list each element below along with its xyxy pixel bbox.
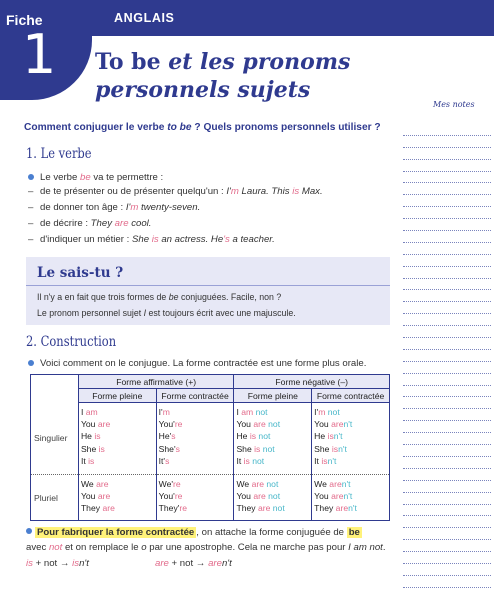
item-example: She xyxy=(131,234,152,245)
note-line xyxy=(403,481,491,493)
item-example-verb: is xyxy=(151,234,159,245)
pronoun: We xyxy=(314,479,330,489)
verb-form: are xyxy=(253,491,266,502)
pronoun: I xyxy=(236,407,242,417)
verb-form: am xyxy=(85,407,98,417)
example-verb: are xyxy=(155,558,169,569)
fiche-number: 1 xyxy=(22,23,57,86)
fiche-label: Fiche xyxy=(6,12,43,28)
note-line xyxy=(403,409,491,421)
negation: n't xyxy=(341,479,351,489)
pronoun: She xyxy=(314,443,332,454)
conjugation-line xyxy=(314,406,387,418)
col-neg-contractee: Forme contractée xyxy=(312,389,390,403)
bullet-icon xyxy=(28,360,34,366)
pronoun: He xyxy=(80,431,95,442)
negation: n't xyxy=(333,431,343,442)
conjugation-line xyxy=(314,490,387,502)
pronoun: You xyxy=(80,419,98,430)
pronoun: It xyxy=(80,455,89,466)
example-op: + not → xyxy=(168,558,209,569)
box-text: Le pronom personnel sujet xyxy=(37,308,144,318)
item-text: de donner ton âge : xyxy=(40,202,126,213)
row-label-pluriel: Pluriel xyxy=(31,475,79,521)
list-item xyxy=(28,234,275,245)
note-line xyxy=(403,362,491,374)
verb-form: are xyxy=(257,503,271,514)
note-line xyxy=(403,195,491,207)
conjugation-line xyxy=(236,430,309,442)
plural-aff-contractee xyxy=(156,475,234,521)
pronoun: It xyxy=(314,455,322,466)
item-example: I' xyxy=(226,186,231,197)
verb-form: are xyxy=(97,491,111,502)
item-example: I' xyxy=(125,202,131,213)
note-line xyxy=(403,564,491,576)
conjugation-line xyxy=(236,455,309,467)
negation: not xyxy=(249,455,265,466)
negation: n't xyxy=(343,419,353,430)
item-text: d'indiquer un métier : xyxy=(40,234,132,245)
item-example: Laura. This xyxy=(238,186,293,197)
negation: n't xyxy=(343,491,353,502)
verb-form: m xyxy=(318,407,326,417)
note-line xyxy=(403,505,491,517)
item-example-verb: m xyxy=(230,186,239,197)
rule-not: not xyxy=(48,542,63,553)
conjugation-line xyxy=(236,502,309,514)
note-line xyxy=(403,124,491,136)
conjugation-line xyxy=(314,418,387,430)
note-line xyxy=(403,302,491,314)
question-text-c: ? Quels pronoms personnels utiliser ? xyxy=(191,122,381,133)
note-line xyxy=(403,516,491,528)
list-item xyxy=(28,218,152,229)
conjugation-line xyxy=(314,443,387,455)
verb-form: are xyxy=(329,479,342,489)
note-line xyxy=(403,421,491,433)
pronoun: You xyxy=(80,491,98,502)
verb-form: s xyxy=(165,455,170,466)
subject-label: ANGLAIS xyxy=(114,11,175,25)
conjugation-line xyxy=(159,406,232,418)
conjugation-line xyxy=(236,478,309,490)
plural-neg-contractee xyxy=(312,475,390,521)
singular-aff-contractee xyxy=(156,403,234,475)
note-line xyxy=(403,433,491,445)
item-example-verb: 's xyxy=(223,234,230,245)
box-text-italic: be xyxy=(168,292,179,302)
verb-form: is xyxy=(327,431,334,442)
conjugation-line xyxy=(159,455,232,467)
pronoun: It' xyxy=(158,455,166,466)
pronoun: You xyxy=(236,491,254,502)
pronoun: They' xyxy=(158,503,180,514)
verb-form: is xyxy=(243,455,250,466)
negation: not xyxy=(260,443,275,454)
verb-form: is xyxy=(94,431,101,442)
conjugation-line xyxy=(159,418,232,430)
rule-text: . xyxy=(382,542,386,553)
subject-bar xyxy=(92,0,494,36)
note-line xyxy=(403,314,491,326)
example-verb: is xyxy=(26,558,33,569)
box-text-italic: I xyxy=(143,308,147,318)
example-verb: are xyxy=(208,558,222,569)
sais-tu-heading: Le sais-tu ? xyxy=(37,265,124,281)
verb-form: are xyxy=(96,479,109,489)
sais-tu-line-1 xyxy=(37,292,281,302)
note-line xyxy=(403,231,491,243)
rule-text: , on attache la forme conjuguée de xyxy=(196,527,347,538)
conjugation-line xyxy=(81,478,154,490)
rule-exception: I am not xyxy=(348,542,383,553)
pronoun: They xyxy=(236,503,258,514)
pronoun: He xyxy=(236,431,250,442)
conjugation-line xyxy=(81,443,154,455)
group-negative: Forme négative (–) xyxy=(234,375,390,389)
dash-icon: – xyxy=(28,202,34,213)
note-line xyxy=(403,255,491,267)
dash-icon: – xyxy=(28,218,34,229)
note-line xyxy=(403,338,491,350)
verb-form: are xyxy=(335,503,349,514)
note-line xyxy=(403,576,491,588)
verb-form: are xyxy=(253,419,266,430)
verb-form: s xyxy=(171,431,176,442)
contraction-rule-line-2 xyxy=(26,542,386,553)
verb-form: are xyxy=(251,479,264,489)
verb-form: re xyxy=(179,503,188,514)
note-line xyxy=(403,183,491,195)
singular-neg-contractee xyxy=(312,403,390,475)
box-text: Il n'y a en fait que trois formes de xyxy=(37,292,169,302)
pronoun: I' xyxy=(314,407,319,417)
box-text: conjuguées. Facile, non ? xyxy=(178,292,282,302)
pronoun: We' xyxy=(158,479,174,489)
negation: not xyxy=(265,491,281,502)
pronoun: I xyxy=(80,407,86,417)
pronoun: We xyxy=(80,479,97,489)
bullet-icon xyxy=(28,174,34,180)
title-line-2: personnels sujets xyxy=(95,77,311,103)
note-line xyxy=(403,290,491,302)
conjugation-table xyxy=(30,374,390,521)
col-aff-contractee: Forme contractée xyxy=(156,389,234,403)
notes-label: Mes notes xyxy=(433,100,475,109)
note-line xyxy=(403,493,491,505)
note-line xyxy=(403,326,491,338)
note-line xyxy=(403,469,491,481)
singular-aff-pleine xyxy=(78,403,156,475)
section-2-intro-text: Voici comment on le conjugue. La forme contractée est une forme plus orale. xyxy=(40,358,367,369)
item-example: They xyxy=(90,218,115,229)
item-example: an actress. He xyxy=(158,234,224,245)
pronoun: You xyxy=(236,419,254,430)
pronoun: We xyxy=(236,479,252,489)
plural-neg-pleine xyxy=(234,475,312,521)
contraction-rule-line-1 xyxy=(26,527,362,538)
item-example: a teacher. xyxy=(229,234,275,245)
rule-text: et on remplace le xyxy=(62,542,142,553)
example-are xyxy=(155,558,232,569)
conjugation-line xyxy=(81,502,154,514)
note-line xyxy=(403,243,491,255)
verb-form: is xyxy=(98,443,105,454)
section-2-heading: 2. Construction xyxy=(26,334,117,350)
intro-text: Le verbe xyxy=(40,172,81,183)
dash-icon: – xyxy=(28,234,34,245)
note-line xyxy=(403,207,491,219)
section-1-heading: 1. Le verbe xyxy=(26,146,92,162)
conjugation-line xyxy=(159,478,232,490)
rule-letter: o xyxy=(141,542,147,553)
conjugation-line xyxy=(159,502,232,514)
conjugation-line xyxy=(159,490,232,502)
list-item xyxy=(28,202,201,213)
conjugation-line xyxy=(236,418,309,430)
note-line xyxy=(403,219,491,231)
highlighted-text: Pour fabriquer la forme contractée xyxy=(37,527,195,538)
pronoun: He' xyxy=(158,431,172,442)
verb-form: re xyxy=(174,419,183,430)
title-part-2: et les pronoms xyxy=(168,49,351,75)
note-line xyxy=(403,160,491,172)
plural-aff-pleine xyxy=(78,475,156,521)
note-line xyxy=(403,386,491,398)
item-example-verb: are xyxy=(114,218,129,229)
sais-tu-line-2 xyxy=(37,308,296,318)
example-verb: is xyxy=(72,558,80,569)
pronoun: They xyxy=(80,503,103,514)
note-line xyxy=(403,457,491,469)
box-text: est toujours écrit avec une majuscule. xyxy=(146,308,296,318)
negation: n't xyxy=(327,455,337,466)
verb-form: are xyxy=(102,503,115,514)
fiche-badge xyxy=(0,0,92,100)
conjugation-line xyxy=(314,502,387,514)
pronoun: You' xyxy=(158,491,175,502)
negation: n't xyxy=(338,443,347,454)
note-line xyxy=(403,528,491,540)
example-is xyxy=(26,558,89,569)
note-line xyxy=(403,374,491,386)
conjugation-line xyxy=(81,490,154,502)
note-line xyxy=(403,445,491,457)
group-affirmative: Forme affirmative (+) xyxy=(78,375,234,389)
note-line xyxy=(403,350,491,362)
intro-text-end: va te permettre : xyxy=(90,172,164,183)
item-example: cool. xyxy=(128,218,152,229)
item-example-verb: is xyxy=(292,186,300,197)
conjugation-line xyxy=(314,430,387,442)
row-label-singulier: Singulier xyxy=(31,403,79,475)
col-neg-pleine: Forme pleine xyxy=(234,389,312,403)
conjugation-line xyxy=(81,455,154,467)
conjugation-line xyxy=(81,430,154,442)
conjugation-line xyxy=(314,478,387,490)
table-corner xyxy=(31,375,79,403)
conjugation-line xyxy=(236,490,309,502)
rule-text: avec xyxy=(26,542,49,553)
verb-form: is xyxy=(254,443,261,454)
verb-form: is xyxy=(88,455,95,466)
question-text-a: Comment conjuguer le verbe xyxy=(24,122,168,133)
note-line xyxy=(403,172,491,184)
example-result: n't xyxy=(79,558,89,569)
note-line xyxy=(403,279,491,291)
pronoun: You xyxy=(314,491,332,502)
section-1-intro xyxy=(40,172,163,183)
verb-form: am xyxy=(241,407,254,417)
conjugation-line xyxy=(314,455,387,467)
page-title xyxy=(95,48,395,104)
box-divider xyxy=(26,285,390,286)
verb-form: is xyxy=(249,431,257,442)
question-text-b: to be xyxy=(167,122,192,133)
verb-form: is xyxy=(321,455,328,466)
list-item xyxy=(28,186,323,197)
lesson-question xyxy=(24,122,381,133)
pronoun: He xyxy=(314,431,328,442)
conjugation-line xyxy=(236,406,309,418)
item-example-verb: m xyxy=(130,202,139,213)
verb-form: re xyxy=(174,491,183,502)
note-line xyxy=(403,540,491,552)
item-example: Max. xyxy=(299,186,323,197)
conjugation-line xyxy=(81,406,154,418)
conjugation-line xyxy=(81,418,154,430)
note-line xyxy=(403,267,491,279)
negation: not xyxy=(325,407,340,417)
note-line xyxy=(403,397,491,409)
note-line xyxy=(403,148,491,160)
verb-form: s xyxy=(175,443,180,454)
note-line xyxy=(403,552,491,564)
conjugation-line xyxy=(159,443,232,455)
negation: n't xyxy=(348,503,357,514)
section-2-intro xyxy=(40,358,366,369)
item-example: twenty-seven. xyxy=(138,202,201,213)
verb-form: are xyxy=(97,419,111,430)
intro-verb: be xyxy=(80,172,91,183)
item-text: de te présenter ou de présenter quelqu'un : xyxy=(40,186,227,197)
sais-tu-box xyxy=(26,257,390,325)
pronoun: She' xyxy=(158,443,176,454)
conjugation-line xyxy=(236,443,309,455)
verb-form: are xyxy=(331,419,344,430)
verb-form: are xyxy=(331,491,344,502)
negation: not xyxy=(270,503,285,514)
example-op: + not → xyxy=(32,558,73,569)
pronoun: She xyxy=(236,443,255,454)
verb-form: is xyxy=(331,443,339,454)
item-text: de décrire : xyxy=(40,218,91,229)
pronoun: You' xyxy=(158,419,175,430)
bullet-icon xyxy=(26,528,32,534)
pronoun: You xyxy=(314,419,332,430)
example-result: n't xyxy=(221,558,232,569)
conjugation-line xyxy=(159,430,232,442)
pronoun: They xyxy=(314,503,336,514)
verb-form: m xyxy=(162,407,170,417)
note-line xyxy=(403,136,491,148)
negation: not xyxy=(256,431,271,442)
dash-icon: – xyxy=(28,186,34,197)
pronoun: I' xyxy=(158,407,163,417)
notes-lines xyxy=(403,124,491,588)
negation: not xyxy=(264,479,279,489)
col-aff-pleine: Forme pleine xyxy=(78,389,156,403)
negation: not xyxy=(253,407,268,417)
pronoun: It xyxy=(236,455,244,466)
highlighted-verb: be xyxy=(348,527,360,538)
singular-neg-pleine xyxy=(234,403,312,475)
rule-text: par une apostrophe. Cela ne marche pas pour xyxy=(146,542,349,553)
title-part-1: To be xyxy=(95,49,169,75)
verb-form: re xyxy=(173,479,181,489)
pronoun: She xyxy=(80,443,99,454)
negation: not xyxy=(265,419,281,430)
